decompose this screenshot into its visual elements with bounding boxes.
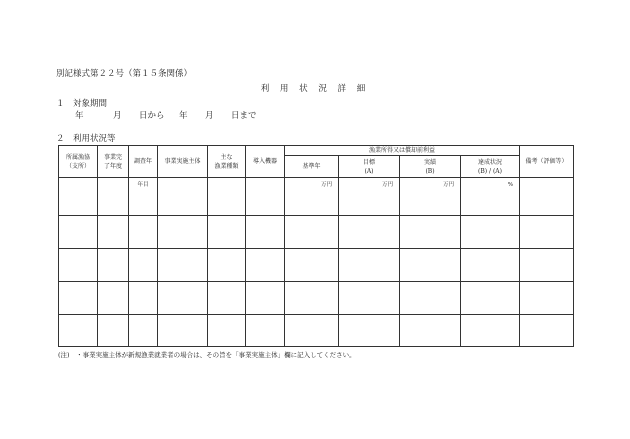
cell-equipment[interactable] xyxy=(246,282,285,315)
header-target: 目標 (A) xyxy=(339,156,400,178)
cell-achievement[interactable]: % xyxy=(461,178,520,216)
header-actual: 実績 (B) xyxy=(400,156,461,178)
cell-base-year[interactable] xyxy=(285,249,339,282)
cell-achievement[interactable] xyxy=(461,249,520,282)
cell-actual[interactable]: 万円 xyxy=(400,178,461,216)
cell-base-year[interactable] xyxy=(285,282,339,315)
cell-survey-year[interactable] xyxy=(129,315,158,347)
cell-completion-year[interactable] xyxy=(98,315,129,347)
cell-completion-year[interactable] xyxy=(98,249,129,282)
cell-survey-year[interactable] xyxy=(129,282,158,315)
cell-survey-year[interactable]: 年目 xyxy=(129,178,158,216)
header-row-1 xyxy=(59,146,574,156)
period-year-start: 年 xyxy=(75,111,84,121)
header-fishery-type: 主な 漁業種類 xyxy=(208,146,246,178)
section1-heading: １ 対象期間 xyxy=(56,99,108,109)
period-month-end: 月 xyxy=(205,111,214,121)
cell-office[interactable] xyxy=(59,315,98,347)
cell-equipment[interactable] xyxy=(246,178,285,216)
cell-fishery-type[interactable] xyxy=(208,282,246,315)
header-office: 所属漁協 （支所） xyxy=(59,146,98,178)
cell-office[interactable] xyxy=(59,216,98,249)
cell-remarks[interactable] xyxy=(520,315,574,347)
cell-operator[interactable] xyxy=(158,178,208,216)
footnote: (注) ・事業実施主体が新規漁業就業者の場合は、その旨を「事業実施主体」欄に記入してください。 xyxy=(58,351,356,359)
cell-base-year[interactable] xyxy=(285,216,339,249)
cell-equipment[interactable] xyxy=(246,216,285,249)
cell-remarks[interactable] xyxy=(520,216,574,249)
cell-target[interactable] xyxy=(339,282,400,315)
header-equipment: 導入機器 xyxy=(246,146,285,178)
cell-actual[interactable] xyxy=(400,282,461,315)
period-day-to: 日まで xyxy=(231,111,257,121)
cell-actual[interactable] xyxy=(400,315,461,347)
cell-operator[interactable] xyxy=(158,216,208,249)
cell-actual[interactable] xyxy=(400,216,461,249)
header-income-group: 漁業所得又は償却前利益 xyxy=(285,146,520,156)
cell-target[interactable] xyxy=(339,249,400,282)
target-period xyxy=(75,109,257,121)
cell-achievement[interactable] xyxy=(461,282,520,315)
cell-remarks[interactable] xyxy=(520,282,574,315)
cell-fishery-type[interactable] xyxy=(208,178,246,216)
cell-achievement[interactable] xyxy=(461,216,520,249)
cell-target[interactable] xyxy=(339,216,400,249)
cell-remarks[interactable] xyxy=(520,249,574,282)
header-base-year: 基準年 xyxy=(285,156,339,178)
cell-completion-year[interactable] xyxy=(98,216,129,249)
section2-heading: ２ 利用状況等 xyxy=(56,134,116,144)
cell-equipment[interactable] xyxy=(246,249,285,282)
cell-operator[interactable] xyxy=(158,249,208,282)
page-title: 利 用 状 況 詳 細 xyxy=(260,84,370,94)
cell-equipment[interactable] xyxy=(246,315,285,347)
header-remarks: 備考（評価等） xyxy=(520,146,574,178)
cell-completion-year[interactable] xyxy=(98,282,129,315)
table-row xyxy=(59,282,574,315)
form-number: 別記様式第２２号（第１５条関係） xyxy=(56,69,193,79)
table-row xyxy=(59,216,574,249)
cell-achievement[interactable] xyxy=(461,315,520,347)
table-row xyxy=(59,249,574,282)
header-operator: 事業実施主体 xyxy=(158,146,208,178)
cell-actual[interactable] xyxy=(400,249,461,282)
cell-remarks[interactable] xyxy=(520,178,574,216)
usage-table xyxy=(58,145,574,347)
cell-survey-year[interactable] xyxy=(129,216,158,249)
cell-target[interactable] xyxy=(339,315,400,347)
table-row xyxy=(59,178,574,216)
cell-office[interactable] xyxy=(59,178,98,216)
cell-office[interactable] xyxy=(59,249,98,282)
period-day-from: 日から xyxy=(139,111,165,121)
cell-completion-year[interactable] xyxy=(98,178,129,216)
header-completion-year: 事業完 了年度 xyxy=(98,146,129,178)
cell-base-year[interactable]: 万円 xyxy=(285,178,339,216)
cell-base-year[interactable] xyxy=(285,315,339,347)
cell-target[interactable]: 万円 xyxy=(339,178,400,216)
cell-survey-year[interactable] xyxy=(129,249,158,282)
header-achievement: 達成状況 (B) / (A) xyxy=(461,156,520,178)
period-month-start: 月 xyxy=(113,111,122,121)
cell-office[interactable] xyxy=(59,282,98,315)
cell-operator[interactable] xyxy=(158,282,208,315)
cell-operator[interactable] xyxy=(158,315,208,347)
cell-fishery-type[interactable] xyxy=(208,315,246,347)
table-row xyxy=(59,315,574,347)
cell-fishery-type[interactable] xyxy=(208,249,246,282)
header-survey-year: 調査年 xyxy=(129,146,158,178)
period-year-end: 年 xyxy=(179,111,188,121)
cell-fishery-type[interactable] xyxy=(208,216,246,249)
